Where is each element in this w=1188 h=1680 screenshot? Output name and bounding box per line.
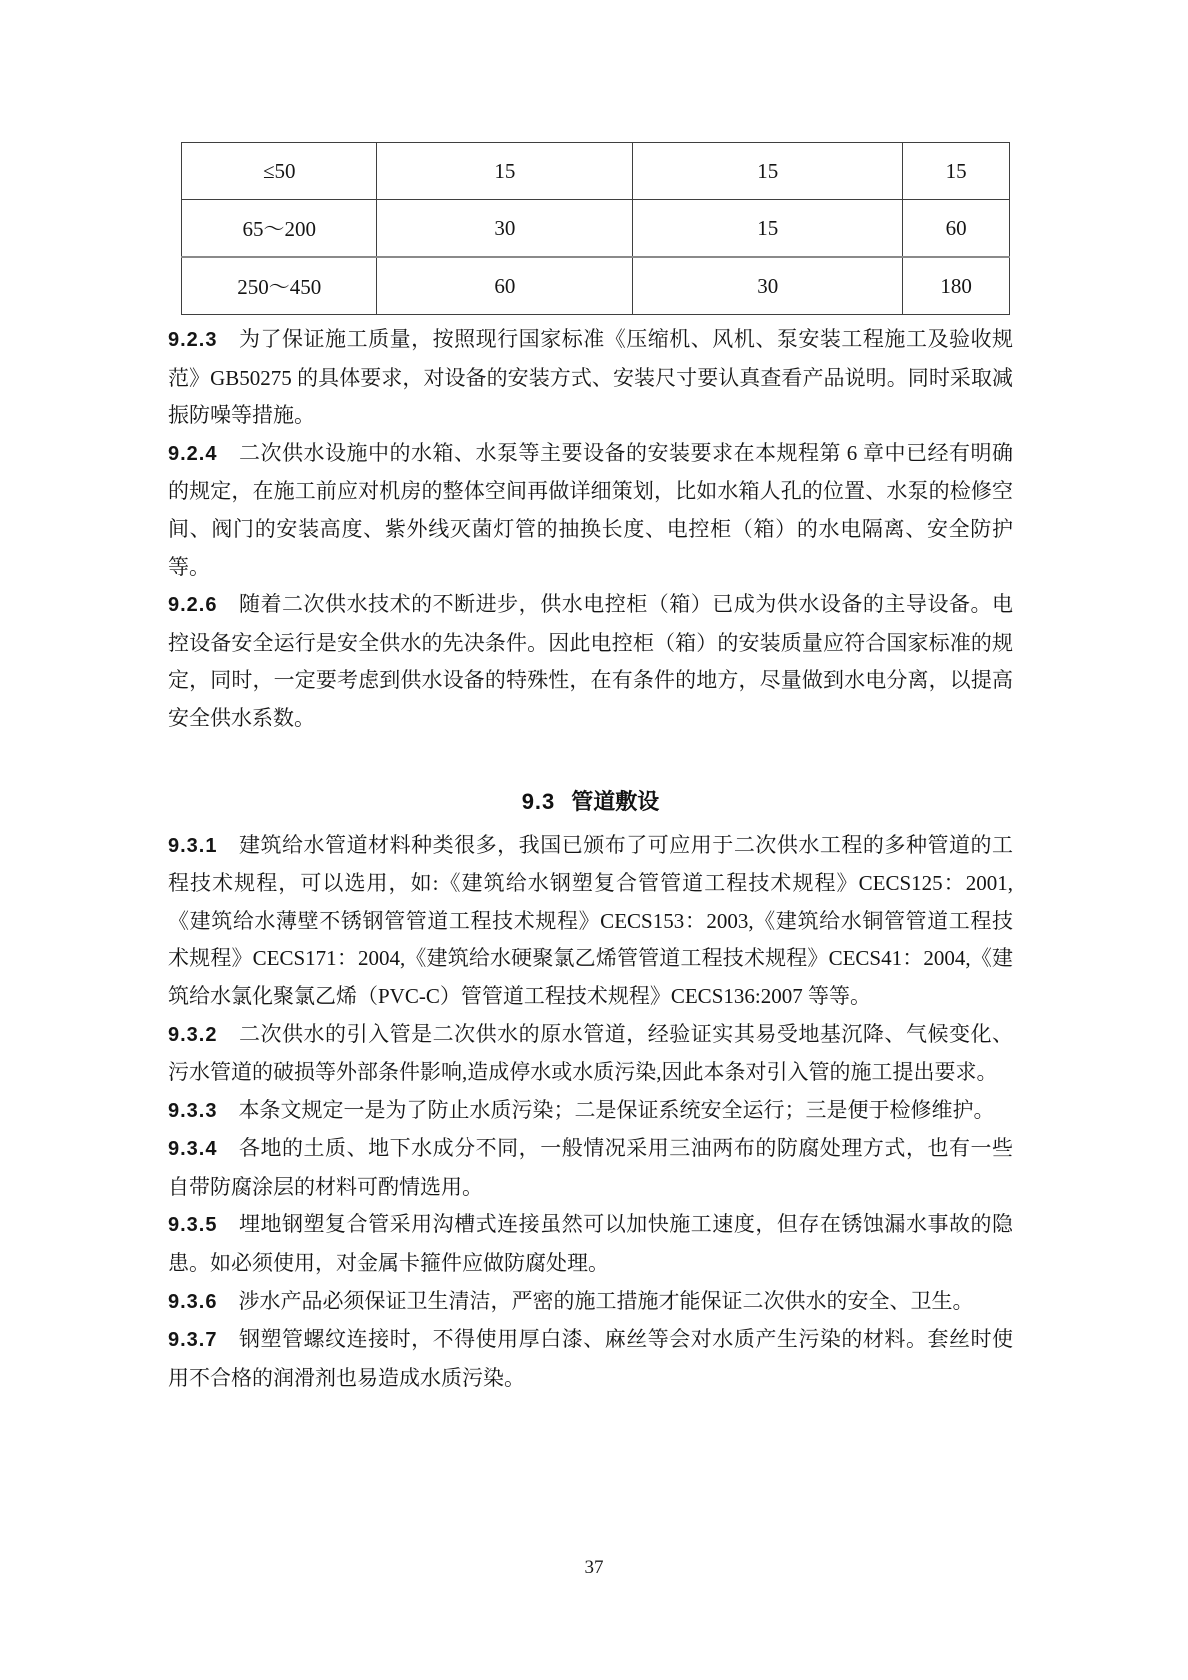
clause-text: 二次供水设施中的水箱、水泵等主要设备的安装要求在本规程第 6 章中已经有明确的规定，在施工前应对机房的整体空间再做详细策划，比如水箱人孔的位置、水泵的检修空间、阀门的安装高度、紫外线灭菌灯管的抽换长度、电控柜（箱）的水电隔离、安全防护等。 — [168, 440, 1013, 579]
clause-number: 9.3.2 — [168, 1023, 218, 1046]
clause-paragraph — [168, 1283, 1013, 1322]
clause-paragraph — [168, 827, 1013, 1016]
clause-number: 9.2.6 — [168, 594, 218, 617]
clause-number: 9.3.4 — [168, 1138, 218, 1161]
spec-table — [181, 142, 1010, 315]
table-cell: 60 — [903, 200, 1010, 258]
clause-paragraph — [168, 1092, 1013, 1131]
clause-paragraph — [168, 586, 1013, 737]
table-cell: 15 — [903, 143, 1010, 200]
table-row — [182, 200, 1010, 258]
clause-text: 各地的土质、地下水成分不同，一般情况采用三油两布的防腐处理方式，也有一些自带防腐涂层的材料可酌情选用。 — [168, 1136, 1013, 1199]
table-cell: 250～450 — [182, 257, 377, 315]
clause-number: 9.3.3 — [168, 1099, 218, 1122]
page-number: 37 — [584, 1557, 604, 1578]
clause-text: 建筑给水管道材料种类很多，我国已颁布了可应用于二次供水工程的多种管道的工程技术规程，可以选用，如:《建筑给水钢塑复合管管道工程技术规程》CECS125：2001,《建筑给水薄壁不锈钢管管道工程技术规程》CECS153：2003,《建筑给水铜管管道工程技术规程》CECS171：2004,《建筑给水硬聚氯乙烯管管道工程技术规程》CECS41：2004,《建筑给水氯化聚氯乙烯（PVC-C）管管道工程技术规程》CECS136:2007 等等。 — [168, 832, 1013, 1008]
table-cell: 15 — [377, 143, 633, 200]
clause-number: 9.3.7 — [168, 1329, 218, 1352]
table-cell: 180 — [903, 257, 1010, 315]
table-cell: 60 — [377, 257, 633, 315]
clause-text: 为了保证施工质量，按照现行国家标准《压缩机、风机、泵安装工程施工及验收规范》GB50275 的具体要求，对设备的安装方式、安装尺寸要认真查看产品说明。同时采取减振防噪等措施。 — [168, 327, 1013, 428]
clause-paragraph — [168, 1016, 1013, 1092]
table-row — [182, 257, 1010, 315]
clause-number: 9.3.5 — [168, 1214, 218, 1237]
clause-number: 9.2.4 — [168, 442, 218, 465]
clause-paragraph — [168, 435, 1013, 586]
table-cell: 30 — [377, 200, 633, 258]
clause-number: 9.3.1 — [168, 834, 218, 857]
clause-text: 二次供水的引入管是二次供水的原水管道，经验证实其易受地基沉降、气候变化、污水管道的破损等外部条件影响,造成停水或水质污染,因此本条对引入管的施工提出要求。 — [168, 1021, 1013, 1085]
table-cell: 30 — [633, 257, 903, 315]
clause-number: 9.2.3 — [168, 329, 218, 351]
clause-text: 涉水产品必须保证卫生清洁，严密的施工措施才能保证二次供水的安全、卫生。 — [238, 1288, 974, 1313]
clause-number: 9.3.6 — [168, 1290, 218, 1313]
clauses-section-9-3 — [168, 827, 1013, 1398]
clauses-section-9-2 — [168, 321, 1013, 738]
clause-paragraph — [168, 321, 1013, 435]
page-content — [168, 142, 1013, 1397]
table-cell: 65～200 — [182, 200, 377, 258]
clause-paragraph — [168, 1130, 1013, 1206]
clause-text: 钢塑管螺纹连接时，不得使用厚白漆、麻丝等会对水质产生污染的材料。套丝时使用不合格的润滑剂也易造成水质污染。 — [168, 1327, 1013, 1390]
clause-text: 本条文规定一是为了防止水质污染；二是保证系统安全运行；三是便于检修维护。 — [238, 1097, 995, 1122]
clause-paragraph — [168, 1321, 1013, 1397]
table-row — [182, 143, 1010, 200]
clause-paragraph — [168, 1206, 1013, 1282]
table-cell: 15 — [633, 200, 903, 258]
clause-text: 随着二次供水技术的不断进步，供水电控柜（箱）已成为供水设备的主导设备。电控设备安全运行是安全供水的先决条件。因此电控柜（箱）的安装质量应符合国家标准的规定，同时，一定要考虑到供水设备的特殊性，在有条件的地方，尽量做到水电分离，以提高安全供水系数。 — [168, 592, 1013, 730]
clause-text: 埋地钢塑复合管采用沟槽式连接虽然可以加快施工速度，但存在锈蚀漏水事故的隐患。如必须使用，对金属卡箍件应做防腐处理。 — [168, 1212, 1013, 1276]
section-heading-title: 管道敷设 — [571, 788, 660, 814]
table-cell: ≤50 — [182, 143, 377, 200]
table-cell: 15 — [633, 143, 903, 200]
section-heading — [168, 785, 1013, 816]
section-heading-number: 9.3 — [521, 788, 556, 814]
